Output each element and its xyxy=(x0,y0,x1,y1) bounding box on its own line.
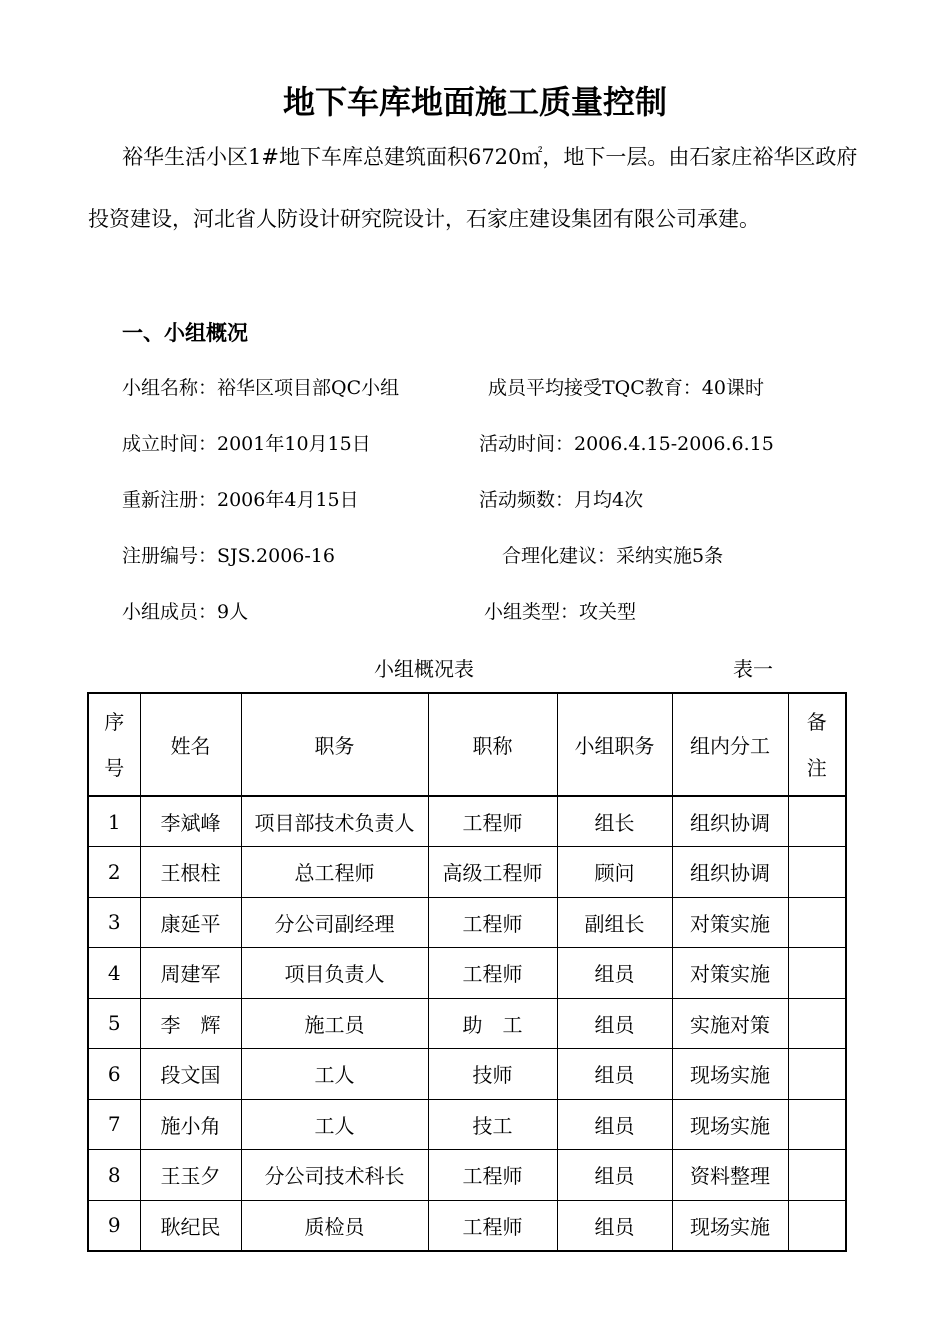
cell-group-role: 组员 xyxy=(557,1200,672,1251)
cell-remark xyxy=(788,1099,846,1150)
info-suggestions: 合理化建议：采纳实施5条 xyxy=(502,545,724,567)
info-activity-frequency: 活动频数：月均4次 xyxy=(479,489,644,511)
cell-division: 对策实施 xyxy=(672,897,788,948)
table-caption: 小组概况表 xyxy=(374,657,474,681)
info-row-members xyxy=(122,596,637,628)
cell-group-role: 组员 xyxy=(557,1150,672,1201)
cell-title: 工程师 xyxy=(428,1200,557,1251)
header-title: 职称 xyxy=(428,693,557,796)
cell-remark xyxy=(788,998,846,1049)
cell-name: 王根柱 xyxy=(140,847,241,898)
cell-title: 技工 xyxy=(428,1099,557,1150)
header-group-role: 小组职务 xyxy=(557,693,672,796)
cell-name: 王玉夕 xyxy=(140,1150,241,1201)
cell-name: 康延平 xyxy=(140,897,241,948)
group-members-table xyxy=(87,692,847,1252)
cell-duty: 工人 xyxy=(241,1099,428,1150)
table-row xyxy=(88,1200,846,1251)
cell-name: 李斌峰 xyxy=(140,796,241,847)
info-row-registration-number xyxy=(122,540,724,572)
cell-title: 工程师 xyxy=(428,796,557,847)
cell-duty: 项目部技术负责人 xyxy=(241,796,428,847)
info-row-reregistration xyxy=(122,484,644,516)
cell-division: 组织协调 xyxy=(672,796,788,847)
cell-duty: 工人 xyxy=(241,1049,428,1100)
table-row xyxy=(88,847,846,898)
cell-group-role: 组员 xyxy=(557,948,672,999)
cell-title: 工程师 xyxy=(428,1150,557,1201)
cell-division: 实施对策 xyxy=(672,998,788,1049)
cell-duty: 分公司技术科长 xyxy=(241,1150,428,1201)
table-row xyxy=(88,897,846,948)
info-registration-number: 注册编号：SJS.2006-16 xyxy=(122,545,335,567)
info-member-count: 小组成员：9人 xyxy=(122,601,249,623)
info-group-type: 小组类型：攻关型 xyxy=(484,601,637,623)
section-heading-group-overview: 一、小组概况 xyxy=(122,321,248,345)
header-seq: 序 号 xyxy=(88,693,140,796)
table-row xyxy=(88,998,846,1049)
cell-division: 现场实施 xyxy=(672,1049,788,1100)
cell-seq: 6 xyxy=(88,1049,140,1100)
cell-seq: 9 xyxy=(88,1200,140,1251)
cell-group-role: 顾问 xyxy=(557,847,672,898)
table-row xyxy=(88,1150,846,1201)
intro-paragraph: 裕华生活小区1#地下车库总建筑面积6720㎡，地下一层。由石家庄裕华区政府投资建设，河北省人防设计研究院设计，石家庄建设集团有限公司承建。 xyxy=(88,145,858,231)
cell-name: 周建军 xyxy=(140,948,241,999)
info-reregistration-date: 重新注册：2006年4月15日 xyxy=(122,489,359,511)
cell-division: 组织协调 xyxy=(672,847,788,898)
cell-name: 施小角 xyxy=(140,1099,241,1150)
info-founded-date: 成立时间：2001年10月15日 xyxy=(122,433,371,455)
cell-remark xyxy=(788,1200,846,1251)
info-row-founded xyxy=(122,428,774,460)
info-row-group-name xyxy=(122,372,764,404)
cell-remark xyxy=(788,1150,846,1201)
cell-division: 对策实施 xyxy=(672,948,788,999)
cell-seq: 7 xyxy=(88,1099,140,1150)
table-row xyxy=(88,1099,846,1150)
cell-title: 工程师 xyxy=(428,897,557,948)
cell-group-role: 组员 xyxy=(557,998,672,1049)
cell-seq: 3 xyxy=(88,897,140,948)
cell-name: 李 辉 xyxy=(140,998,241,1049)
header-name: 姓名 xyxy=(140,693,241,796)
page-title: 地下车库地面施工质量控制 xyxy=(282,83,667,121)
cell-duty: 质检员 xyxy=(241,1200,428,1251)
cell-title: 助 工 xyxy=(428,998,557,1049)
table-row xyxy=(88,796,846,847)
cell-division: 现场实施 xyxy=(672,1099,788,1150)
cell-division: 资料整理 xyxy=(672,1150,788,1201)
cell-duty: 分公司副经理 xyxy=(241,897,428,948)
header-duty: 职务 xyxy=(241,693,428,796)
cell-duty: 项目负责人 xyxy=(241,948,428,999)
cell-duty: 施工员 xyxy=(241,998,428,1049)
cell-seq: 2 xyxy=(88,847,140,898)
cell-name: 段文国 xyxy=(140,1049,241,1100)
cell-duty: 总工程师 xyxy=(241,847,428,898)
info-group-name: 小组名称：裕华区项目部QC小组 xyxy=(122,377,400,399)
header-division: 组内分工 xyxy=(672,693,788,796)
cell-group-role: 副组长 xyxy=(557,897,672,948)
cell-seq: 4 xyxy=(88,948,140,999)
table-header-row xyxy=(88,693,846,796)
info-tqc-education: 成员平均接受TQC教育：40课时 xyxy=(488,377,764,399)
cell-title: 高级工程师 xyxy=(428,847,557,898)
cell-remark xyxy=(788,847,846,898)
cell-remark xyxy=(788,897,846,948)
header-remark: 备 注 xyxy=(788,693,846,796)
table-number: 表一 xyxy=(733,657,773,681)
cell-group-role: 组员 xyxy=(557,1099,672,1150)
table-row xyxy=(88,948,846,999)
cell-seq: 5 xyxy=(88,998,140,1049)
info-activity-period: 活动时间：2006.4.15-2006.6.15 xyxy=(479,433,774,455)
cell-title: 工程师 xyxy=(428,948,557,999)
cell-remark xyxy=(788,948,846,999)
cell-division: 现场实施 xyxy=(672,1200,788,1251)
table-row xyxy=(88,1049,846,1100)
cell-name: 耿纪民 xyxy=(140,1200,241,1251)
cell-group-role: 组长 xyxy=(557,796,672,847)
cell-seq: 1 xyxy=(88,796,140,847)
cell-remark xyxy=(788,1049,846,1100)
cell-title: 技师 xyxy=(428,1049,557,1100)
cell-group-role: 组员 xyxy=(557,1049,672,1100)
cell-remark xyxy=(788,796,846,847)
cell-seq: 8 xyxy=(88,1150,140,1201)
